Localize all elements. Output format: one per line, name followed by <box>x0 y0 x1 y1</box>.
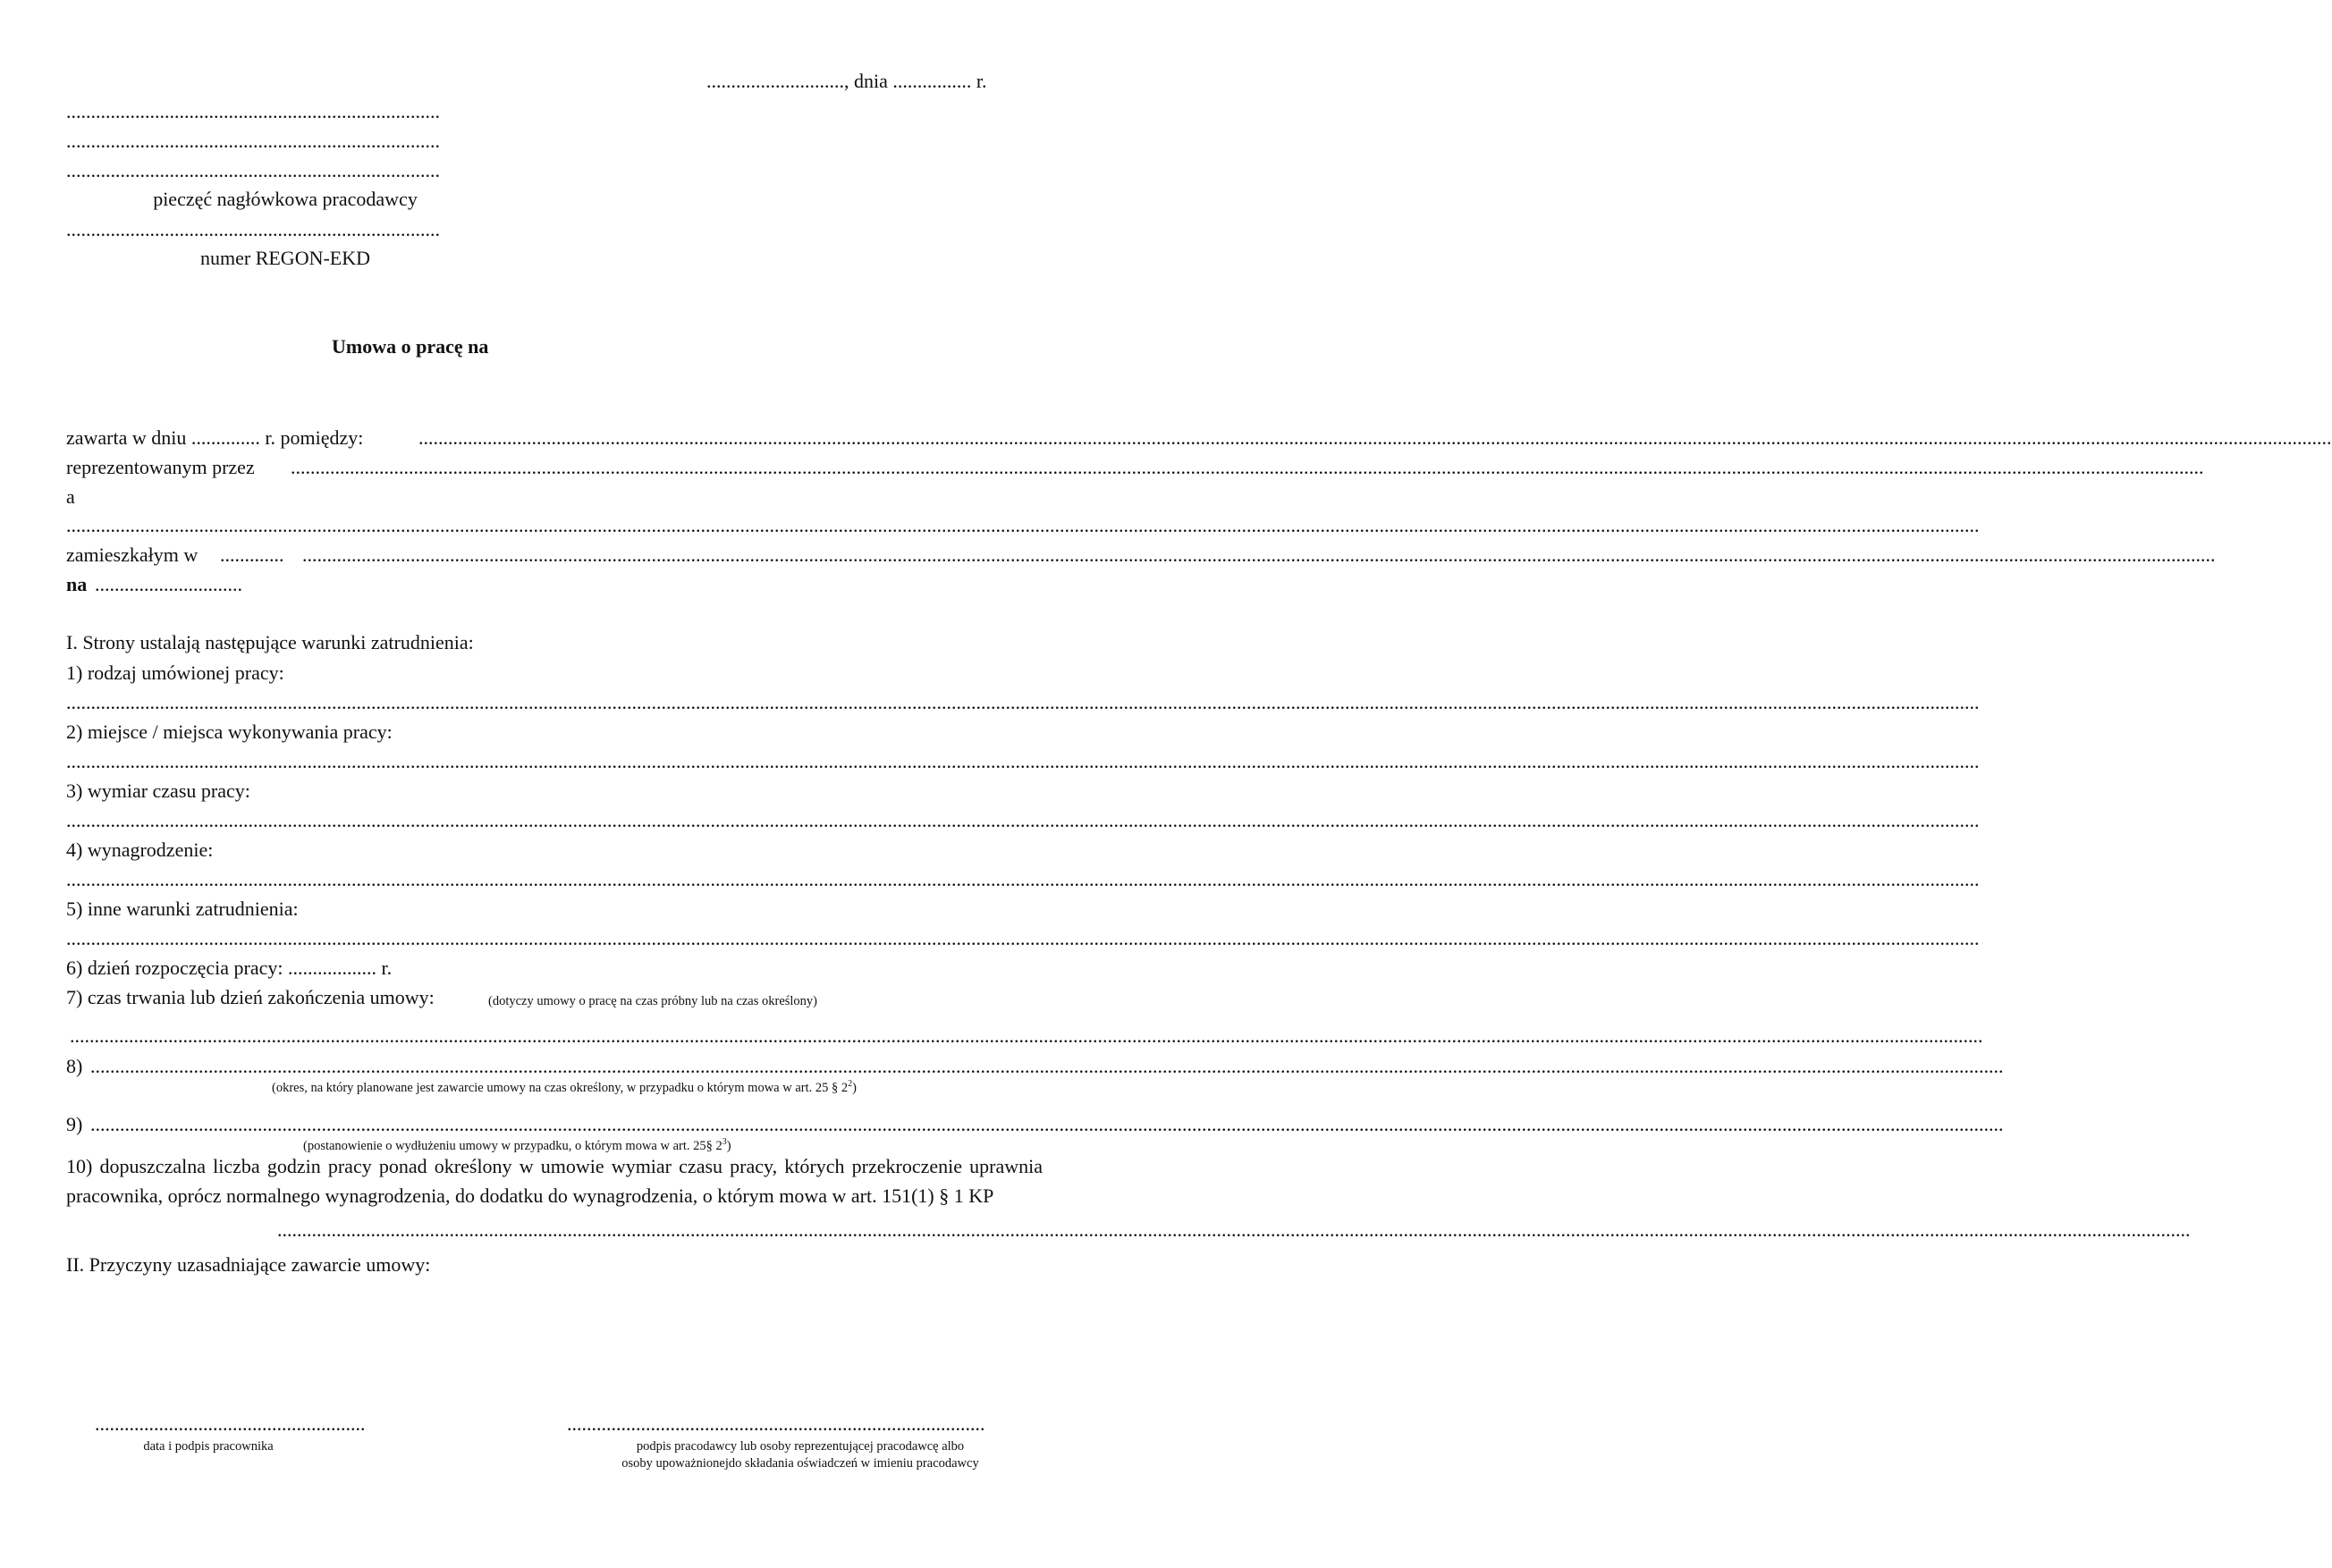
item-7-note: (dotyczy umowy o pracę na czas próbny lub na czas określony) <box>488 994 818 1008</box>
item-9-note: (postanowienie o wydłużeniu umowy w przypadku, o którym mowa w art. 25§ $2^3$) <box>303 1137 731 1153</box>
address-fill-line[interactable]: ..................................................................................................................................................................................................................................................................................................................................................................................................... <box>302 544 2216 566</box>
resident-label: zamieszkałym w <box>66 544 199 566</box>
stamp-label: pieczęć nagłówkowa pracodawcy <box>153 188 418 210</box>
na-label: na <box>66 573 88 595</box>
employer-stamp-line[interactable]: ............................................................................ <box>66 159 440 181</box>
employer-signature-line[interactable]: ..................................................................................... <box>567 1412 985 1435</box>
and-label: a <box>66 485 75 508</box>
item-5-fill-line[interactable]: ..................................................................................................................................................................................................................................................................................................................................................................................................... <box>66 927 1980 949</box>
regon-label: numer REGON-EKD <box>199 247 371 269</box>
employer-stamp-line[interactable]: ............................................................................ <box>66 130 440 152</box>
represented-label: reprezentowanym przez <box>66 456 255 478</box>
section-2-heading: II. Przyczyny uzasadniające zawarcie umowy: <box>66 1253 431 1276</box>
item-9-label: 9) <box>66 1113 83 1135</box>
employer-fill-line[interactable]: ..................................................................................................................................................................................................................................................................................................................................................................................................... <box>418 426 2332 449</box>
item-9-fill-line[interactable]: ..................................................................................................................................................................................................................................................................................................................................................................................................... <box>90 1113 2004 1135</box>
employee-signature-line[interactable]: ....................................................... <box>95 1412 366 1435</box>
item-1-fill-line[interactable]: ..................................................................................................................................................................................................................................................................................................................................................................................................... <box>66 691 1980 713</box>
item-1-label: 1) rodzaj umówionej pracy: <box>66 662 284 684</box>
item-2-fill-line[interactable]: ..................................................................................................................................................................................................................................................................................................................................................................................................... <box>66 750 1980 772</box>
page-title: Umowa o pracę na <box>332 335 489 358</box>
item-8-note: (okres, na który planowane jest zawarcie umowy na czas określony, w przypadku o którym mowa w art. 25 § $2^2$) <box>272 1079 857 1095</box>
place-date-line[interactable]: ............................, dnia ................ r. <box>706 70 987 92</box>
item-4-fill-line[interactable]: ..................................................................................................................................................................................................................................................................................................................................................................................................... <box>66 868 1980 890</box>
item-8-label: 8) <box>66 1055 83 1077</box>
item-3-label: 3) wymiar czasu pracy: <box>66 780 250 802</box>
employee-signature-label: data i podpis pracownika <box>143 1439 274 1454</box>
employer-stamp-line[interactable]: ............................................................................ <box>66 100 440 122</box>
regon-line[interactable]: ............................................................................ <box>66 218 440 240</box>
employer-signature-label-1: podpis pracodawcy lub osoby reprezentującej pracodawcę albo <box>636 1439 965 1454</box>
na-fill-line[interactable]: .............................. <box>95 573 242 595</box>
concluded-label: zawarta w dniu .............. r. pomiędzy: <box>66 426 364 449</box>
section-1-heading: I. Strony ustalają następujące warunki zatrudnienia: <box>66 631 474 653</box>
item-6-start-day[interactable]: 6) dzień rozpoczęcia pracy: .................. r. <box>66 957 393 979</box>
item-5-label: 5) inne warunki zatrudnienia: <box>66 898 299 920</box>
item-2-label: 2) miejsce / miejsca wykonywania pracy: <box>66 721 393 743</box>
item-3-fill-line[interactable]: ..................................................................................................................................................................................................................................................................................................................................................................................................... <box>66 809 1980 831</box>
item-4-label: 4) wynagrodzenie: <box>66 839 214 861</box>
item-7-fill-line[interactable]: ..................................................................................................................................................................................................................................................................................................................................................................................................... <box>70 1024 1983 1047</box>
representative-fill-line[interactable]: ..................................................................................................................................................................................................................................................................................................................................................................................................... <box>291 456 2204 478</box>
item-8-fill-line[interactable]: ..................................................................................................................................................................................................................................................................................................................................................................................................... <box>90 1055 2004 1077</box>
employee-fill-line[interactable]: ..................................................................................................................................................................................................................................................................................................................................................................................................... <box>66 514 1980 536</box>
item-10-text: 10) dopuszczalna liczba godzin pracy ponad określony w umowie wymiar czasu pracy, których przekroczenie uprawnia pracownika, oprócz normalnego wynagrodzenia, do dodatku do wynagrodzenia, o którym mowa w art. 151(1) § 1 KP <box>66 1155 1043 1207</box>
item-10-fill-line[interactable]: ..................................................................................................................................................................................................................................................................................................................................................................................................... <box>277 1218 2191 1241</box>
resident-short-line[interactable]: ............. <box>220 544 284 566</box>
item-7-label: 7) czas trwania lub dzień zakończenia umowy: <box>66 986 435 1008</box>
employer-signature-label-2: osoby upoważnionejdo składania oświadczeń w imieniu pracodawcy <box>621 1456 979 1471</box>
